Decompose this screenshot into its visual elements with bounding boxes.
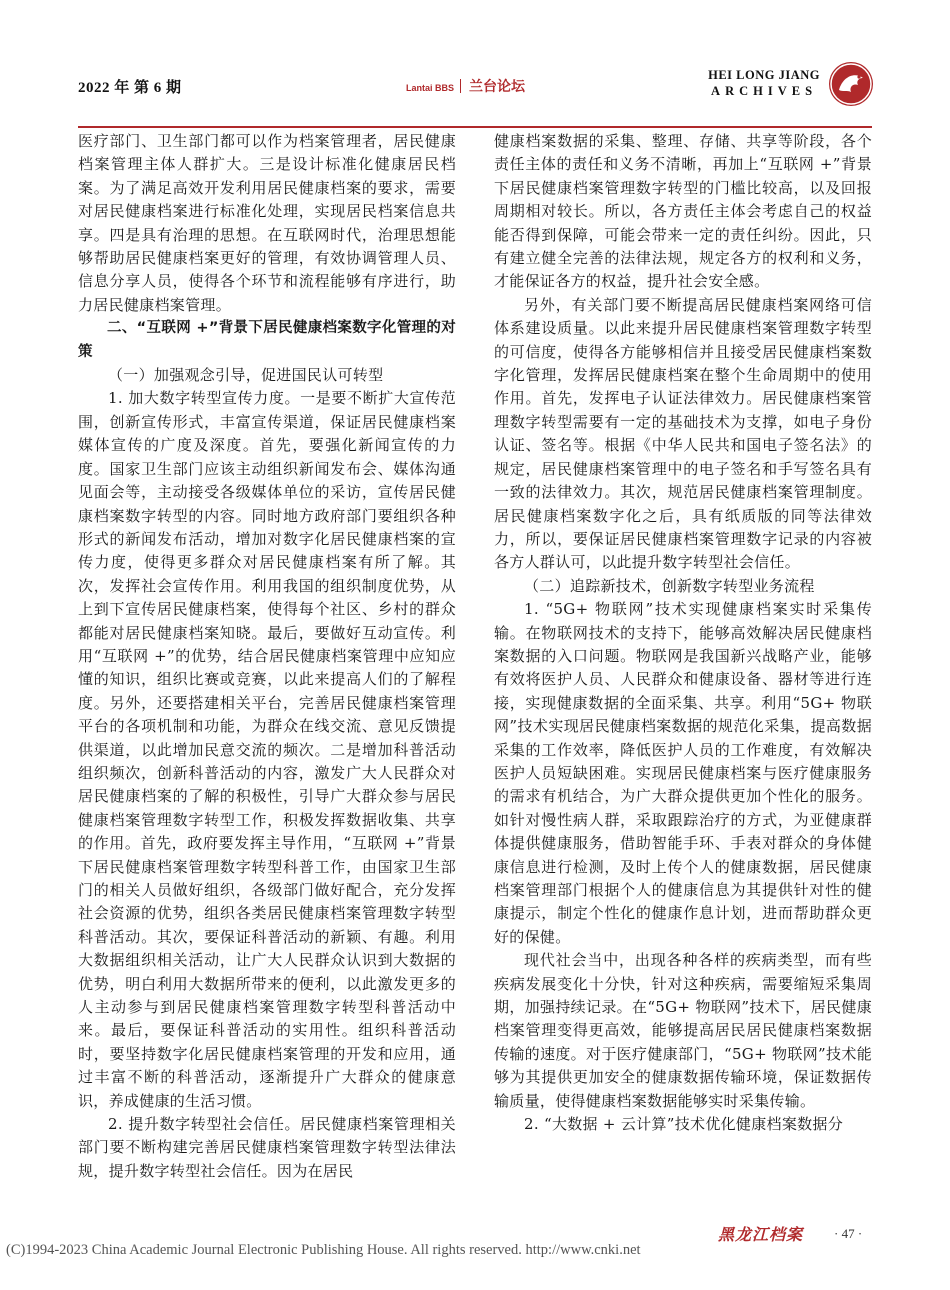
subsection-heading: （二）追踪新技术，创新数字转型业务流程 <box>524 576 815 595</box>
paragraph: 健康档案数据的采集、整理、存储、共享等阶段，各个责任主体的责任和义务不清晰，再加上“互联网 +”背景下居民健康档案管理数字转型的门槛比较高，以及回报周期相对较长。所以，各方责任主体会考虑自己的权益能否得到保障，可能会带来一定的责任纠纷。因此，只有建立健全完善的法律法规，规定各方的权利和义务，才能保证各方的权益，提升社会安全感。 <box>494 132 872 291</box>
page-header <box>78 62 878 110</box>
copyright-notice: (C)1994-2023 China Academic Journal Electronic Publishing House. All rights reserved. http://www.cnki.net <box>6 1242 641 1258</box>
issue-label: 2022 年 第 6 期 <box>78 80 182 96</box>
right-column <box>494 130 872 1136</box>
paragraph: 另外，有关部门要不断提高居民健康档案网络可信体系建设质量。以此来提升居民健康档案管理数字转型的可信度，使得各方能够相信并且接受居民健康档案数字化管理，发挥居民健康档案在整个生命周期中的使用作用。首先，发挥电子认证法律效力。居民健康档案管理数字转型需要有一定的基础技术为支撑，如电子身份认证、签名等。根据《中华人民共和国电子签名法》的规定，居民健康档案管理中的电子签名和手写签名具有一致的法律效力。其次，规范居民健康档案管理制度。居民健康档案数字化之后，具有纸质版的同等法律效力，所以，要保证居民健康档案管理数字记录的内容被各方人群认可，以此提升数字转型社会信任。 <box>494 295 872 572</box>
section-heading: 二、“互联网 +”背景下居民健康档案数字化管理的对策 <box>78 320 456 360</box>
journal-calligraphy-logo: 黑龙江档案 <box>718 1225 804 1244</box>
paragraph: 现代社会当中，出现各种各样的疾病类型，而有些疾病发展变化十分快，针对这种疾病，需要缩短采集周期，加强持续记录。在“5G+ 物联网”技术下，居民健康档案管理变得更高效，能够提高居民居民健康档案数据传输的速度。对于医疗健康部门，“5G+ 物联网”技术能够为其提供更加安全的健康数据传输环境，保证数据传输质量，使得健康档案数据能够实时采集传输。 <box>494 951 872 1110</box>
section-divider <box>460 79 461 93</box>
header-rule <box>78 126 872 128</box>
dragon-emblem-icon <box>829 62 873 106</box>
section-label-cn: 兰台论坛 <box>469 79 526 95</box>
journal-name <box>708 68 820 99</box>
paragraph: 医疗部门、卫生部门都可以作为档案管理者，居民健康档案管理主体人群扩大。三是设计标准化健康居民档案。为了满足高效开发利用居民健康档案的要求，需要对居民健康档案进行标准化处理，实现居民档案信息共享。四是具有治理的思想。在互联网时代，治理思想能够帮助居民健康档案更好的管理，有效协调管理人员、信息分享人员，使得各个环节和流程能够有序进行，助力居民健康档案管理。 <box>78 132 456 314</box>
paragraph: 1. “5G+ 物联网”技术实现健康档案实时采集传输。在物联网技术的支持下，能够高效解决居民健康档案数据的入口问题。物联网是我国新兴战略产业，能够有效将医护人员、人民群众和健康设备、器材等进行连接，实现健康数据的全面采集、共享。利用“5G+ 物联网”技术实现居民健康档案数据的规范化采集，提高数据采集的工作效率，降低医护人员的工作难度，有效解决医护人员短缺困难。实现居民健康档案与医疗健康服务的需求有机结合，为广大群众提供更加个性化的服务。如针对慢性病人群，采取跟踪治疗的方式，为亚健康群体提供健康服务，借助智能手环、手表对群众的身体健康信息进行检测，及时上传个人的健康数据，居民健康档案管理部门根据个人的健康信息为其提供针对性的健康提示，制定个性化的健康作息计划，进而帮助群众更好的保健。 <box>494 600 872 946</box>
journal-name-line2: ARCHIVES <box>711 84 818 98</box>
subsection-heading: （一）加强观念引导，促进国民认可转型 <box>108 366 384 385</box>
paragraph: 2. “大数据 + 云计算”技术优化健康档案数据分 <box>524 1115 844 1134</box>
paragraph: 2. 提升数字转型社会信任。居民健康档案管理相关部门要不断构建完善居民健康档案管理数字转型法律法规，提升数字转型社会信任。因为在居民 <box>78 1115 456 1180</box>
section-label-en: Lantai BBS <box>406 83 455 93</box>
journal-name-line1: HEI LONG JIANG <box>708 68 820 82</box>
section-label <box>406 76 525 96</box>
paragraph: 1. 加大数字转型宣传力度。一是要不断扩大宣传范围，创新宣传形式，丰富宣传渠道，保证居民健康档案媒体宣传的广度及深度。首先，要强化新闻宣传的力度。国家卫生部门应该主动组织新闻发布会、媒体沟通见面会等，主动接受各级媒体单位的采访，宣传居民健康档案数字转型的内容。同时地方政府部门要组织各种形式的新闻发布活动，增加对数字化居民健康档案的宣传力度，使得更多群众对居民健康档案有所了解。其次，发挥社会宣传作用。利用我国的组织制度优势，从上到下宣传居民健康档案，使得每个社区、乡村的群众都能对居民健康档案知晓。最后，要做好互动宣传。利用“互联网 +”的优势，结合居民健康档案管理中应知应懂的知识，组织比赛或竞赛，以此来提高人们的了解程度。另外，还要搭建相关平台，完善居民健康档案管理平台的各项机制和功能，为群众在线交流、意见反馈提供渠道，以此增加民意交流的频次。二是增加科普活动组织频次，创新科普活动的内容，激发广大人民群众对居民健康档案的了解的积极性，引导广大群众参与居民健康档案管理数字转型工作，积极发挥数据收集、共享的作用。首先，政府要发挥主导作用，“互联网 +”背景下居民健康档案管理数字转型科普工作，由国家卫生部门的相关人员做好组织，各级部门做好配合，充分发挥社会资源的优势，组织各类居民健康档案管理数字转型科普活动。其次，要保证科普活动的新颖、有趣。利用大数据组织相关活动，让广大人民群众认识到大数据的优势，明白利用大数据所带来的便利，以此激发更多的人主动参与到居民健康档案管理数字转型科普活动中来。最后，要保证科普活动的实用性。组织科普活动时，要坚持数字化居民健康档案管理的开发和应用，通过丰富不断的科普活动，逐渐提升广大群众的健康意识，养成健康的生活习惯。 <box>78 389 456 1110</box>
page-number: · 47 · <box>834 1226 863 1241</box>
left-column <box>78 130 456 1183</box>
